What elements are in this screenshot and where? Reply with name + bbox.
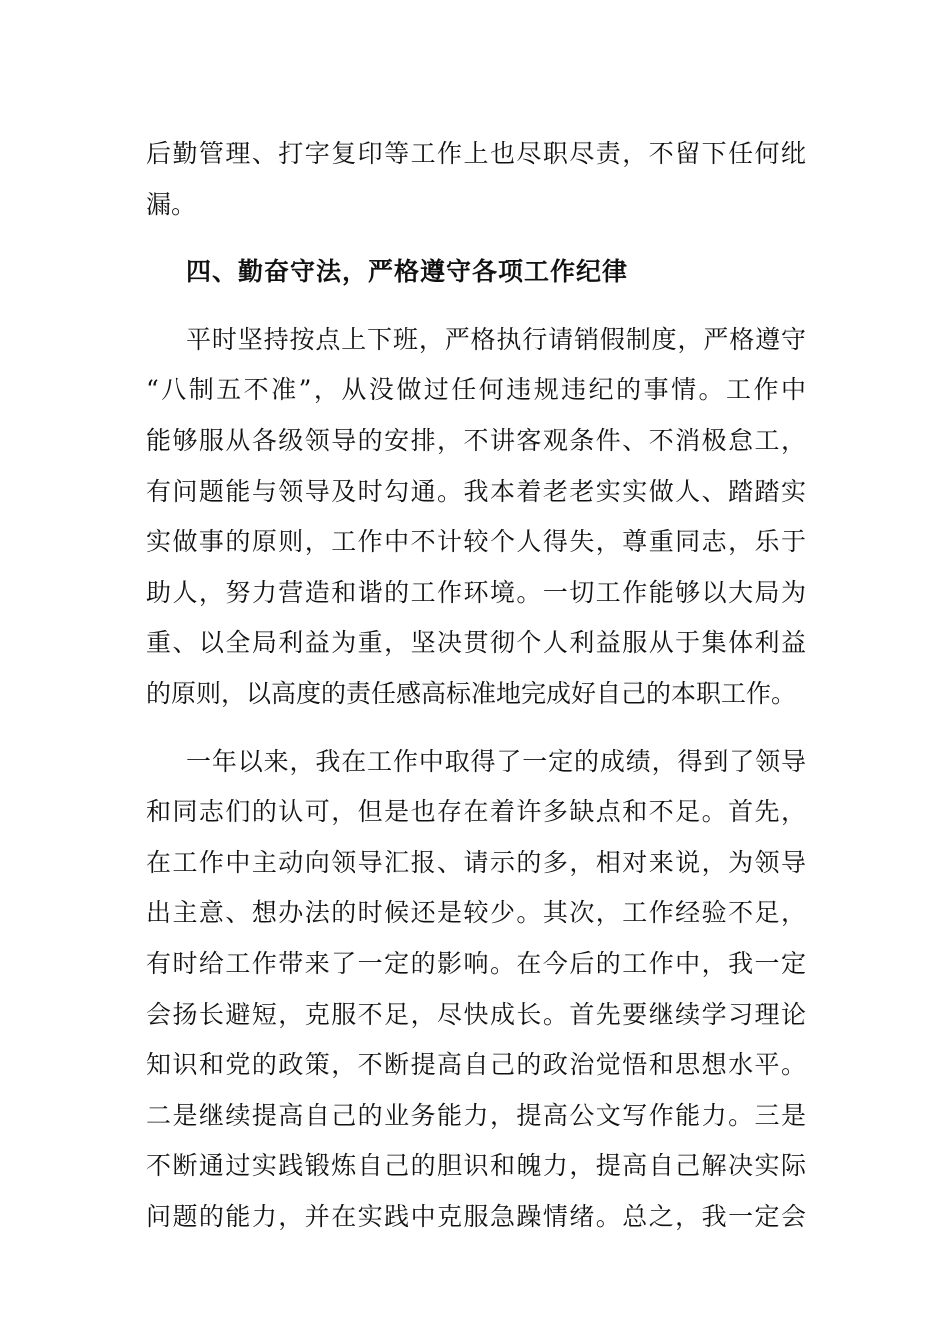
text-line: 重、以全局利益为重，坚决贯彻个人利益服从于集体利益 <box>146 628 806 658</box>
text-line: 漏。 <box>146 189 197 219</box>
text-line: “八制五不准”，从没做过任何违规违纪的事情。工作中 <box>146 375 806 405</box>
document-page <box>146 129 806 1242</box>
text-line: 实做事的原则，工作中不计较个人得失，尊重同志，乐于 <box>146 527 806 557</box>
text-line: 二是继续提高自己的业务能力，提高公文写作能力。三是 <box>146 1100 806 1130</box>
text-line: 知识和党的政策，不断提高自己的政治觉悟和思想水平。 <box>146 1050 806 1080</box>
text-line: 问题的能力，并在实践中克服急躁情绪。总之，我一定会 <box>146 1201 806 1231</box>
text-line: 会扬长避短，克服不足，尽快成长。首先要继续学习理论 <box>146 999 806 1029</box>
text-line: 平时坚持按点上下班，严格执行请销假制度，严格遵守 <box>186 324 806 354</box>
text-line: 有问题能与领导及时勾通。我本着老老实实做人、踏踏实 <box>146 476 806 506</box>
text-line: 能够服从各级领导的安排，不讲客观条件、不消极怠工， <box>146 425 806 455</box>
text-line: 在工作中主动向领导汇报、请示的多，相对来说，为领导 <box>146 847 806 877</box>
paragraph-3 <box>146 737 806 1243</box>
paragraph-2 <box>146 315 806 720</box>
text-line: 的原则，以高度的责任感高标准地完成好自己的本职工作。 <box>146 678 797 708</box>
section-heading-4: 四、勤奋守法，严格遵守各项工作纪律 <box>186 257 629 287</box>
text-line: 助人，努力营造和谐的工作环境。一切工作能够以大局为 <box>146 577 806 607</box>
text-line: 后勤管理、打字复印等工作上也尽职尽责，不留下任何纰 <box>146 139 806 168</box>
text-line: 和同志们的认可，但是也存在着许多缺点和不足。首先， <box>146 797 806 827</box>
text-line: 不断通过实践锻炼自己的胆识和魄力，提高自己解决实际 <box>146 1151 806 1181</box>
text-line: 一年以来，我在工作中取得了一定的成绩，得到了领导 <box>186 746 806 776</box>
text-line: 有时给工作带来了一定的影响。在今后的工作中，我一定 <box>146 948 806 978</box>
paragraph-1 <box>146 129 806 230</box>
text-line: 出主意、想办法的时候还是较少。其次，工作经验不足， <box>146 898 806 928</box>
